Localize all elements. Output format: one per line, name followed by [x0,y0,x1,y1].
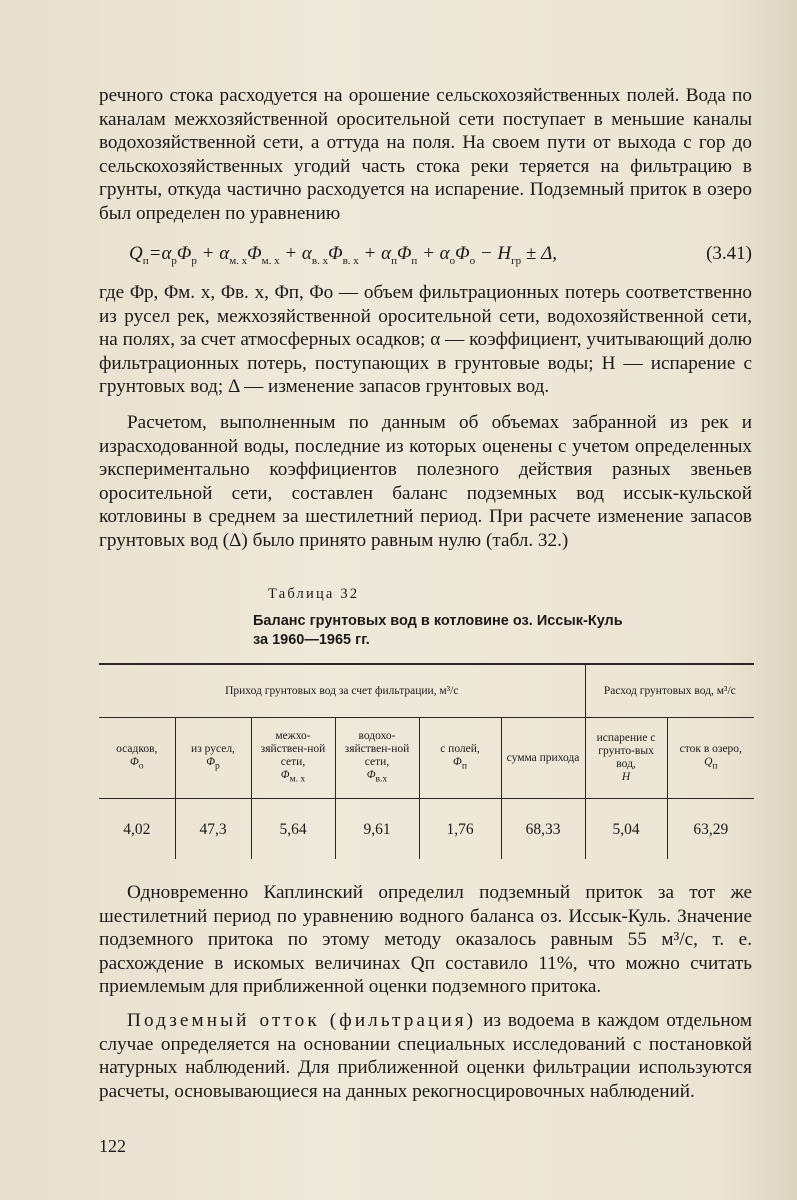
eq-alpha-sub: п [391,254,397,267]
equation-number: (3.41) [706,243,752,264]
eq-alpha-sub: м. х [229,254,248,267]
eq-h-sub: гр [511,254,522,267]
column-label: с полей, [440,743,480,756]
table-cell: 1,76 [419,799,501,860]
eq-delta: ± Δ, [521,243,557,264]
eq-alpha-sub: в. х [311,254,329,267]
eq-phi: Φ [176,243,192,264]
eq-alpha: + α [358,243,392,264]
column-symbol: Φ [206,756,215,769]
table-caption: Таблица 32 [268,586,360,602]
column-symbol: Φ [280,769,290,782]
header-income-group: Приход грунтовых вод за счет фильтрации, м³/с [99,664,585,718]
eq-q-sub: п [142,254,149,267]
column-symbol: Φ [366,769,376,782]
paragraph-4-text: Одновременно Каплинский определил подземный приток за тот же шестилетний период по уравнению водного баланса оз. Иссык-Куль. Значение подземного притока по этому методу оказалось равным 55 м³/с, т. е. расхождение в искомых величинах Qп составило 11%, что можно считать приемлемым для приближенной оценки подземного притока. [99,882,752,998]
eq-phi: Φ [328,243,343,264]
paragraph-3 [99,411,752,553]
eq-phi-sub: п [411,254,418,267]
paragraph-5-text [99,1009,752,1103]
table-row [99,799,754,860]
column-symbol-sub: п [712,760,718,772]
equation-3-41 [99,243,752,271]
column-symbol-sub: р [214,760,220,772]
column-header-2 [175,718,251,799]
column-label: испарение с грунто-вых вод, [596,732,656,770]
paragraph-2 [99,281,752,399]
paragraph-5 [99,1009,752,1103]
eq-phi: Φ [455,243,470,264]
eq-alpha-sub: р [171,254,177,267]
eq-phi-sub: м. х [261,254,280,267]
table-title-line-2: за 1960—1965 гг. [253,632,370,648]
paragraph-2-text: где Φр, Φм. х, Φв. х, Φп, Φо — объем фильтрационных потерь соответственно из русел рек, межхозяйственной оросительной сети, водохозяйственной сети, на полях, за счет атмосферных осадков; α — коэффициент, учитывающий долю фильтрационных потерь, поступающих в грунтовые воды; H — испарение с грунтовых вод; Δ — изменение запасов грунтовых вод. [99,282,752,398]
table-title [253,612,713,650]
table-cell: 68,33 [501,799,585,860]
eq-alpha: + α [196,243,230,264]
column-symbol-sub: п [461,760,467,772]
eq-h: − H [475,243,512,264]
eq-phi: Φ [396,243,412,264]
column-symbol: Φ [129,756,139,769]
eq-q: Q [129,243,143,264]
column-header-3 [251,718,335,799]
column-symbol: Φ [453,756,462,769]
eq-phi-sub: р [191,254,197,267]
column-label: из русел, [191,743,235,756]
paragraph-1 [99,84,752,226]
column-symbol-sub: о [138,760,144,772]
eq-alpha: =α [148,243,172,264]
page-number: 122 [99,1136,126,1156]
eq-phi-sub: о [469,254,476,267]
column-header-6 [501,718,585,799]
spaced-term: Подземный отток (фильтрация) [127,1010,477,1031]
column-label: сток в озеро, [679,743,742,756]
paragraph-4 [99,881,752,999]
paragraph-3-text: Расчетом, выполненным по данным об объемах забранной из рек и израсходованной воды, последние из которых оценены с учетом определенных экспериментально коэффициентов полезного действия разных звеньев оросительной сети, составлен баланс подземных вод иссык-кульской котловины в среднем за шестилетний период. При расчете изменение запасов грунтовых вод (Δ) было принято равным нулю (табл. 32.) [99,412,752,551]
table-cell: 9,61 [335,799,419,860]
eq-alpha-sub: о [449,254,456,267]
eq-alpha: + α [279,243,312,264]
table-title-line-1: Баланс грунтовых вод в котловине оз. Иссык-Куль [253,613,623,629]
column-header-7 [585,718,667,799]
header-outflow-group: Расход грунтовых вод, м³/с [585,664,754,718]
eq-phi: Φ [247,243,262,264]
groundwater-balance-table [99,663,754,859]
column-label: осадков, [116,743,158,756]
column-header-5 [419,718,501,799]
table-cell: 47,3 [175,799,251,860]
column-symbol-sub: в.х [375,773,388,785]
column-header-8 [667,718,754,799]
column-header-1 [99,718,175,799]
equation-formula [129,243,557,267]
table-cell: 5,04 [585,799,667,860]
column-label: сумма прихода [506,751,580,764]
table-cell: 4,02 [123,820,151,838]
column-symbol: Q [704,756,713,769]
paragraph-1-text: речного стока расходуется на орошение сельскохозяйственных полей. Вода по каналам межхозяйственной оросительной сети поступает в меньшие каналы водохозяйственной сети, а оттуда на поля. На своем пути от выхода с гор до сельскохозяйственных угодий часть стока реки теряется на фильтрацию в грунты, откуда частично расходуется на испарение. Подземный приток в озеро был определен по уравнению [99,85,752,224]
column-label: межхо-зяйствен-ной сети, [260,730,326,769]
table-cell: 5,64 [251,799,335,860]
column-symbol: H [621,771,631,783]
column-label: водохо-зяйствен-ной сети, [344,730,410,769]
paragraph-5-rest: из водоема в каждом отдельном случае определяется на основании специальных исследований с постановкой натурных наблюдений. Для приближенной оценки фильтрации используются расчеты, основывающиеся на данных рекогносцировочных наблюдений. [99,1010,752,1102]
table-cell: 63,29 [667,799,754,860]
column-header-4 [335,718,419,799]
column-symbol-sub: м. х [289,773,306,785]
eq-phi-sub: в. х [342,254,359,267]
eq-alpha: + α [417,243,450,264]
